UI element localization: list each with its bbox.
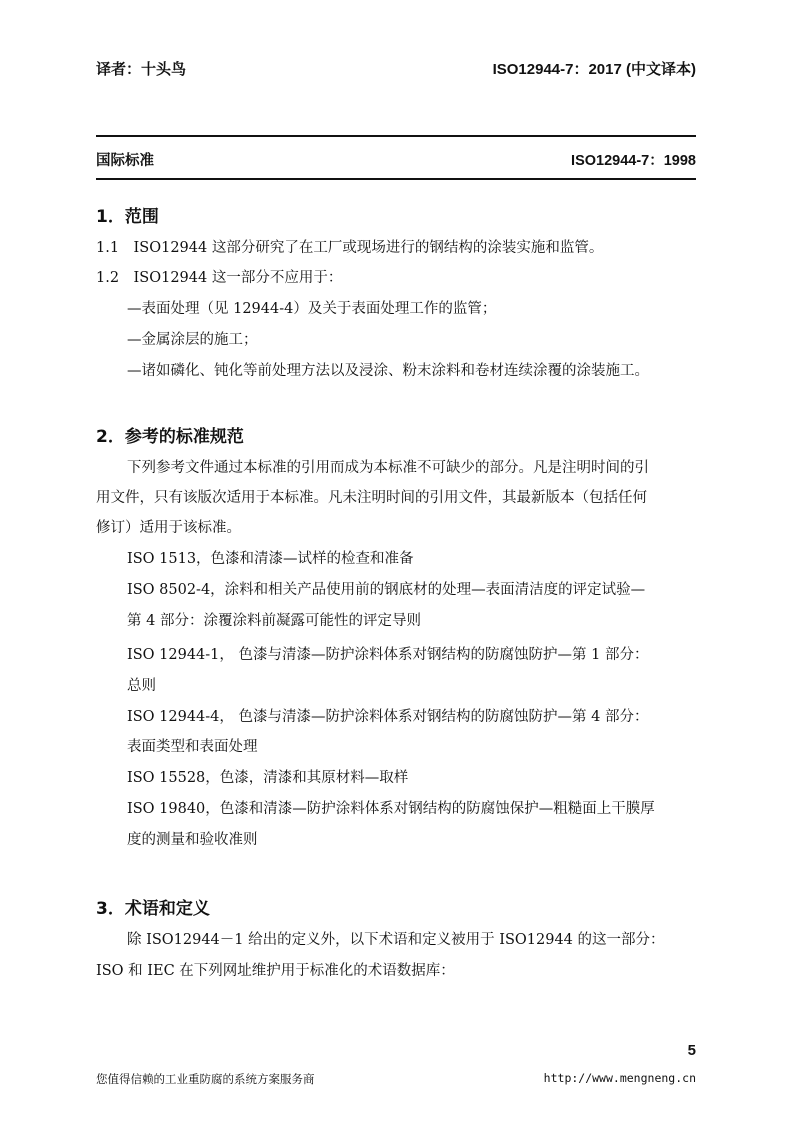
doc-reference: ISO12944-7：2017 (中文译本) <box>492 61 696 78</box>
page-number: 5 <box>687 1042 696 1059</box>
reference-item: ISO 12944-4， 色漆与清漆—防护涂料体系对钢结构的防腐蚀防护—第 4 部分： <box>127 709 649 725</box>
standard-label: 国际标准 <box>96 153 154 169</box>
paragraph-line: 修订）适用于该标准。 <box>96 520 241 536</box>
footer-slogan: 您值得信赖的工业重防腐的系统方案服务商 <box>96 1072 315 1086</box>
reference-item: ISO 8502-4，涂料和相关产品使用前的钢底材的处理—表面清洁度的评定试验— <box>127 582 646 598</box>
top-rule <box>96 135 696 137</box>
reference-item: ISO 1513，色漆和清漆—试样的检查和准备 <box>127 551 414 567</box>
header-rule <box>96 178 696 180</box>
translator-credit: 译者：十头鸟 <box>96 61 187 78</box>
clause-1-1: 1.1 ISO12944 这部分研究了在工厂或现场进行的钢结构的涂装实施和监管。 <box>96 240 604 256</box>
list-item: —表面处理（见 12944-4）及关于表面处理工作的监管； <box>127 301 497 317</box>
section-3-heading: 3．术语和定义 <box>96 899 210 919</box>
paragraph-line: 用文件，只有该版次适用于本标准。凡未注明时间的引用文件，其最新版本（包括任何 <box>96 490 647 506</box>
list-item: —金属涂层的施工； <box>127 332 258 348</box>
list-item: —诸如磷化、钝化等前处理方法以及浸涂、粉末涂料和卷材连续涂覆的涂装施工。 <box>127 363 649 379</box>
clause-1-2: 1.2 ISO12944 这一部分不应用于： <box>96 270 343 286</box>
reference-item: 表面类型和表面处理 <box>127 739 258 755</box>
footer-url[interactable]: http://www.mengneng.cn <box>543 1071 696 1085</box>
section-2-heading: 2．参考的标准规范 <box>96 427 244 447</box>
reference-item: ISO 12944-1， 色漆与清漆—防护涂料体系对钢结构的防腐蚀防护—第 1 部分： <box>127 647 649 663</box>
standard-number: ISO12944-7：1998 <box>571 153 696 169</box>
reference-item: 度的测量和验收准则 <box>127 832 258 848</box>
reference-item: ISO 19840，色漆和清漆—防护涂料体系对钢结构的防腐蚀保护—粗糙面上干膜厚 <box>127 801 655 817</box>
reference-item: ISO 15528，色漆，清漆和其原材料—取样 <box>127 770 409 786</box>
reference-item: 总则 <box>127 678 156 694</box>
paragraph-line: 下列参考文件通过本标准的引用而成为本标准不可缺少的部分。凡是注明时间的引 <box>127 460 649 476</box>
section-1-heading: 1．范围 <box>96 207 159 227</box>
reference-item: 第 4 部分：涂覆涂料前凝露可能性的评定导则 <box>127 613 421 629</box>
paragraph-line: 除 ISO12944－1 给出的定义外，以下术语和定义被用于 ISO12944 的这一部分： <box>127 932 665 948</box>
paragraph-line: ISO 和 IEC 在下列网址维护用于标准化的术语数据库： <box>96 963 455 979</box>
